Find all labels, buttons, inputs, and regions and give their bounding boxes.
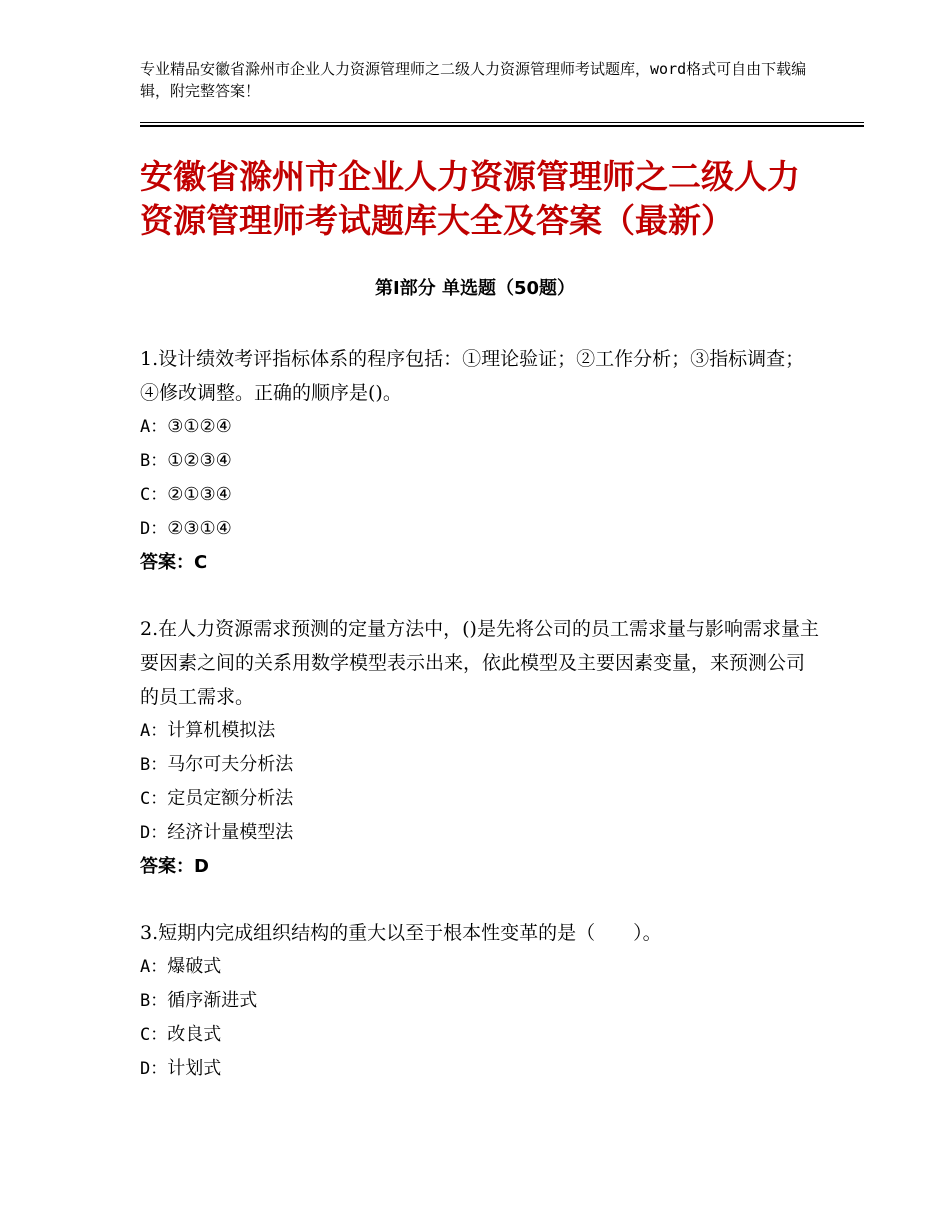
option-letter: D： [140,823,168,843]
option-text: 马尔可夫分析法 [167,754,294,775]
option-letter: D： [140,519,168,539]
option-letter: B： [140,451,168,471]
option-text: 循序渐进式 [167,990,258,1011]
question-stem: 1.设计绩效考评指标体系的程序包括：①理论验证；②工作分析；③指标调查；④修改调整。正确的顺序是()。 [140,348,805,404]
option-letter: B： [140,991,168,1011]
option-letter: B： [140,755,168,775]
option-text: 改良式 [167,1024,222,1045]
header-rule-thin [140,122,864,123]
section-title: 第Ⅰ部分 单选题（50题） [374,278,575,299]
option-text: 定员定额分析法 [167,788,294,809]
option-d [140,1052,820,1086]
option-letter: C： [140,1025,168,1045]
question-stem: 3.短期内完成组织结构的重大以至于根本性变革的是（ ）。 [140,922,662,944]
option-c [140,478,820,512]
option-a [140,714,820,748]
option-b [140,444,820,478]
option-text: 爆破式 [167,956,222,977]
option-text: 经济计量模型法 [167,822,294,843]
option-letter: D： [140,1059,168,1079]
answer: 答案：C [140,552,208,573]
option-d [140,816,820,850]
option-b [140,748,820,782]
question-list [140,342,820,1118]
option-a [140,950,820,984]
option-a [140,410,820,444]
option-text: ①②③④ [167,450,232,471]
question-1 [140,342,820,580]
option-c [140,1018,820,1052]
option-c [140,782,820,816]
option-text: ②①③④ [167,484,232,505]
option-letter: A： [140,957,168,977]
option-text: 计划式 [167,1058,222,1079]
header-rule-thick [140,125,864,127]
question-2 [140,612,820,884]
option-text: ②③①④ [167,518,232,539]
question-3 [140,916,820,1086]
answer: 答案：D [140,856,209,877]
option-letter: C： [140,789,168,809]
option-d [140,512,820,546]
option-text: 计算机模拟法 [167,720,276,741]
document-title: 安徽省滁州市企业人力资源管理师之二级人力资源管理师考试题库大全及答案（最新） [140,157,800,240]
option-letter: A： [140,721,168,741]
option-text: ③①②④ [167,416,232,437]
option-letter: C： [140,485,168,505]
question-stem: 2.在人力资源需求预测的定量方法中，()是先将公司的员工需求量与影响需求量主要因素之间的关系用数学模型表示出来，依此模型及主要因素变量，来预测公司的员工需求。 [140,618,819,708]
option-b [140,984,820,1018]
option-letter: A： [140,417,168,437]
header-note: 专业精品安徽省滁州市企业人力资源管理师之二级人力资源管理师考试题库，word格式可自由下载编辑，附完整答案！ [140,60,807,100]
